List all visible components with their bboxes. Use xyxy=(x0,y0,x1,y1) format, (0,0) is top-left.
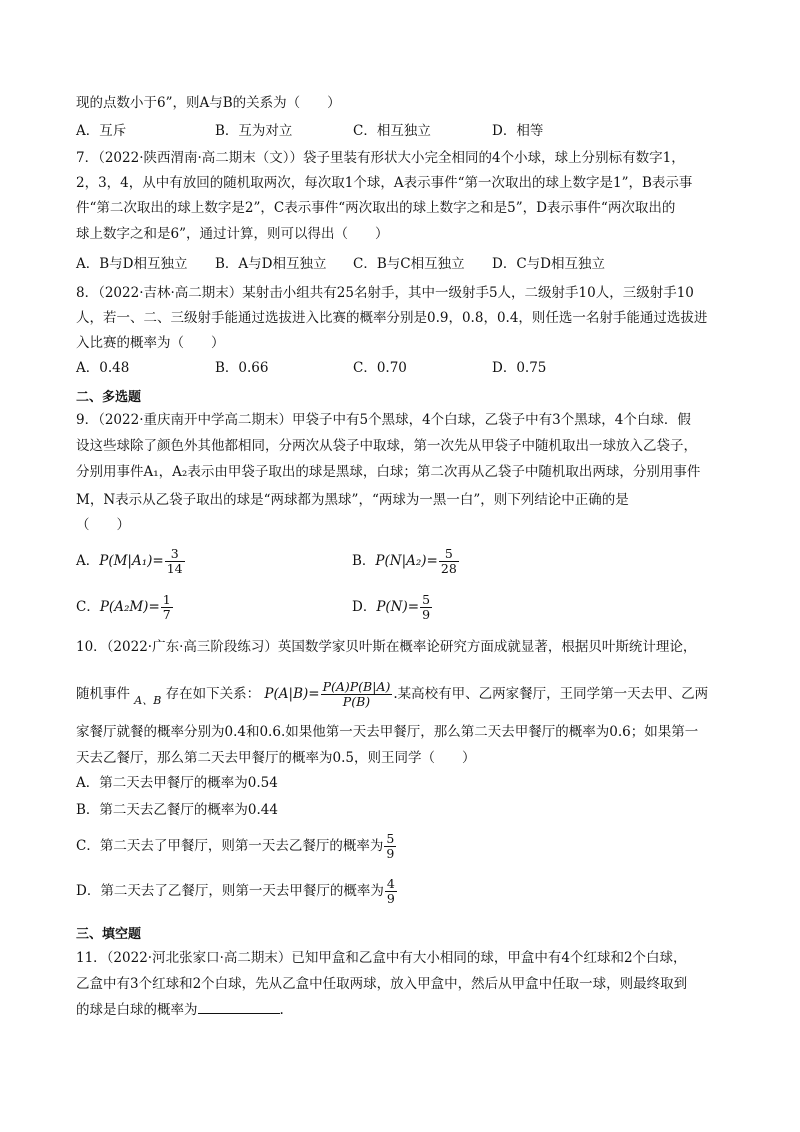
q7-option-a[interactable]: A．B与D相互独立 xyxy=(76,256,188,272)
q7-option-b[interactable]: B．A与D相互独立 xyxy=(215,256,327,272)
q8-stem-line-2: 人，若一、二、三级射手能通过选拔进入比赛的概率分别是0.9，0.8，0.4，则任选一名射手能通过选拔进 xyxy=(76,310,708,326)
q7-stem-line-2: 2，3，4，从中有放回的随机取两次，每次取1个球，A表示事件“第一次取出的球上数字是1”，B表示事 xyxy=(76,175,693,191)
q9-option-b-expr: P(N|A₂)= xyxy=(375,553,438,569)
q10-random-events-text: 随机事件 xyxy=(76,686,130,702)
q7-option-d[interactable]: D．C与D相互独立 xyxy=(492,256,605,272)
q8-option-d[interactable]: D．0.75 xyxy=(492,360,547,376)
q10-stem-line-4: 天去乙餐厅，那么第二天去甲餐厅的概率为0.5，则王同学（ ） xyxy=(76,750,476,766)
q9-option-d-expr: P(N)= xyxy=(376,599,420,615)
q10-relation-text: 存在如下关系： xyxy=(165,686,261,702)
q9-stem-line-1: 9．（2022·重庆南开中学高二期末）甲袋子中有5个黑球，4个白球，乙袋子中有3个黑球，4个白球．假 xyxy=(76,412,691,428)
q9-option-c-expr: P(A₂M)= xyxy=(99,599,160,615)
q9-option-c-den: 7 xyxy=(162,607,171,622)
q11-stem-line-1: 11．（2022·河北张家口·高二期末）已知甲盒和乙盒中有大小相同的球，甲盒中有4个红球和2个白球， xyxy=(76,950,687,966)
q7-option-c[interactable]: C．B与C相互独立 xyxy=(353,256,465,272)
q9-option-d[interactable] xyxy=(352,593,433,622)
q10-stem-line-1: 10．（2022·广东·高三阶段练习）英国数学家贝叶斯在概率论研究方面成就显著，根据贝叶斯统计理论， xyxy=(76,639,697,655)
q10-bayes-lhs: P(A|B)= xyxy=(264,686,320,702)
q9-stem-line-2: 设这些球除了颜色外其他都相同，分两次从袋子中取球，第一次先从甲袋子中随机取出一球放入乙袋子， xyxy=(76,438,697,454)
q9-stem-line-3: 分别用事件A₁，A₂表示由甲袋子取出的球是黑球，白球；第二次再从乙袋子中随机取出两球，分别用事件 xyxy=(76,464,701,480)
q11-answer-blank[interactable] xyxy=(198,1001,280,1014)
q9-option-a-expr: P(M|A₁)= xyxy=(99,553,164,569)
q10-option-c-num: 5 xyxy=(386,831,395,846)
q8-option-c[interactable]: C．0.70 xyxy=(353,360,407,376)
q10-bayes-fraction xyxy=(321,680,393,709)
q6-option-c[interactable]: C．相互独立 xyxy=(353,123,431,139)
q7-stem-line-1: 7．（2022·陕西渭南·高二期末（文））袋子里装有形状大小完全相同的4个小球，球上分别标有数字1， xyxy=(76,150,685,166)
q10-bayes-numerator: P(A)P(B|A) xyxy=(322,679,391,694)
q6-option-d[interactable]: D．相等 xyxy=(492,123,544,139)
q10-option-d-text: D．第二天去了乙餐厅，则第一天去甲餐厅的概率为 xyxy=(76,883,384,899)
q10-bayes-denominator: P(B) xyxy=(342,694,371,709)
section-heading-fill-in: 三、填空题 xyxy=(76,927,142,942)
q9-option-b[interactable] xyxy=(352,547,460,576)
q10-stem-line-2-tail: .某高校有甲、乙两家餐厅，王同学第一天去甲、乙两 xyxy=(393,686,709,702)
q10-option-b[interactable]: B．第二天去乙餐厅的概率为0.44 xyxy=(76,802,278,818)
q10-option-c-den: 9 xyxy=(386,846,395,861)
q8-stem-line-3: 入比赛的概率为（ ） xyxy=(76,335,225,351)
q7-stem-line-4: 球上数字之和是6”，通过计算，则可以得出（ ） xyxy=(76,226,389,242)
q10-option-c-fraction xyxy=(384,832,396,861)
q9-option-d-den: 9 xyxy=(422,607,431,622)
q8-option-b[interactable]: B．0.66 xyxy=(215,360,269,376)
q11-stem-tail: . xyxy=(279,1002,284,1018)
q9-option-a-num: 3 xyxy=(165,547,185,562)
q9-option-d-num: 5 xyxy=(422,592,431,607)
q11-stem-line-3 xyxy=(76,1000,284,1020)
q9-option-c-num: 1 xyxy=(162,592,171,607)
q9-option-a[interactable] xyxy=(76,547,186,576)
q10-stem-line-2 xyxy=(76,680,708,711)
section-heading-multiple-choice: 二、多选题 xyxy=(76,390,142,405)
q10-option-c-text: C．第二天去了甲餐厅，则第一天去乙餐厅的概率为 xyxy=(76,838,384,854)
q9-option-b-label: B． xyxy=(352,553,376,569)
q9-option-c-label: C． xyxy=(76,599,100,615)
q10-option-d[interactable] xyxy=(76,877,398,906)
q6-option-b[interactable]: B．互为对立 xyxy=(215,123,293,139)
q9-option-a-label: A． xyxy=(76,553,100,569)
q10-option-a[interactable]: A．第二天去甲餐厅的概率为0.54 xyxy=(76,775,278,791)
q10-events-ab: A、B xyxy=(134,694,162,707)
q10-option-d-num: 4 xyxy=(386,876,395,891)
q11-stem-line-2: 乙盒中有3个红球和2个白球，先从乙盒中任取两球，放入甲盒中，然后从甲盒中任取一球，则最终取到 xyxy=(76,976,688,992)
q10-option-d-fraction xyxy=(385,877,397,906)
q9-stem-line-5: （ ） xyxy=(76,517,130,533)
q11-stem-line-3-text: 的球是白球的概率为 xyxy=(76,1002,198,1018)
q9-option-b-num: 5 xyxy=(439,547,459,562)
q10-stem-line-3: 家餐厅就餐的概率分别为0.4和0.6.如果他第一天去甲餐厅，那么第二天去甲餐厅的概率为0.6；如果第一 xyxy=(76,724,699,740)
q9-stem-line-4: M，N表示从乙袋子取出的球是“两球都为黑球”，“两球为一黑一白”，则下列结论中正确的是 xyxy=(76,492,629,508)
q8-option-a[interactable]: A．0.48 xyxy=(76,360,130,376)
q9-option-d-label: D． xyxy=(352,599,377,615)
q9-option-d-fraction xyxy=(420,593,432,622)
q10-option-c[interactable] xyxy=(76,832,397,861)
q7-stem-line-3: 件“第二次取出的球上数字是2”，C表示事件“两次取出的球上数字之和是5”，D表示事件“两次取出的 xyxy=(76,200,676,216)
q8-stem-line-1: 8．（2022·吉林·高二期末）某射击小组共有25名射手，其中一级射手5人，二级射手10人，三级射手10 xyxy=(76,285,694,301)
q9-option-c[interactable] xyxy=(76,593,174,622)
q9-option-c-fraction xyxy=(161,593,173,622)
q9-option-b-den: 28 xyxy=(440,561,457,576)
q9-option-a-fraction xyxy=(165,547,185,576)
q9-option-b-fraction xyxy=(439,547,459,576)
q9-option-a-den: 14 xyxy=(166,561,183,576)
q6-stem-tail: 现的点数小于6”，则A与B的关系为（ ） xyxy=(76,95,341,111)
q10-option-d-den: 9 xyxy=(386,891,395,906)
q6-option-a[interactable]: A．互斥 xyxy=(76,123,127,139)
